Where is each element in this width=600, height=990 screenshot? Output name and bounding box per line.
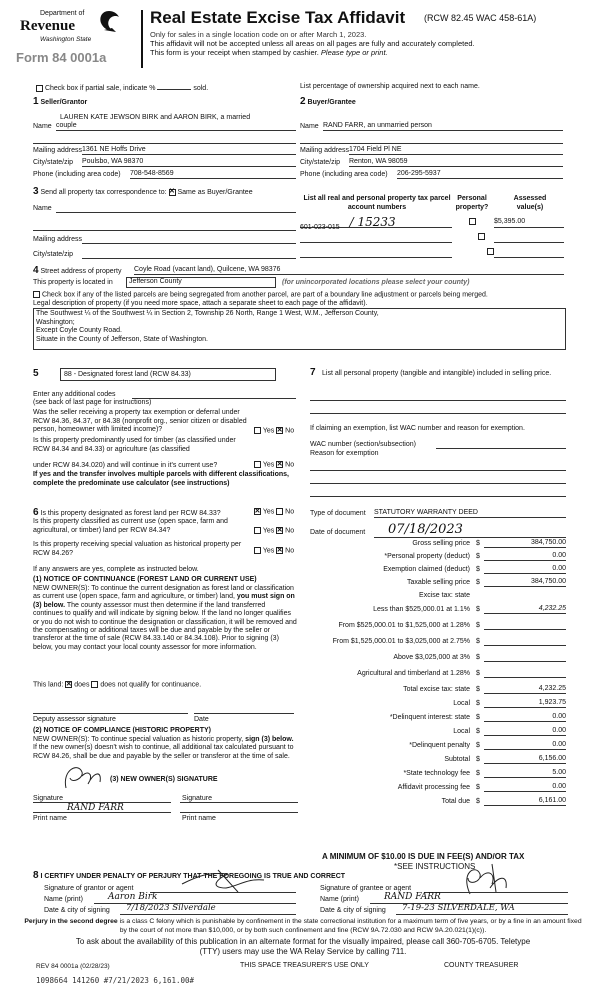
tax-line-value[interactable]: 6,161.00 — [484, 797, 566, 806]
sec6-q3-yes[interactable] — [254, 547, 261, 554]
sec5-q2b: under RCW 84.34.020) and will continue in it's current use? — [33, 462, 218, 469]
header-sub1: Only for sales in a single location code on or after March 1, 2023. — [150, 30, 367, 39]
new-owner-print-name: RAND FARR — [67, 803, 124, 813]
buyer-heading — [300, 96, 356, 107]
personal-property-checkbox-2[interactable] — [478, 233, 485, 240]
tax-line-label: Total excise tax: state — [403, 686, 470, 693]
segregated-label: Check box if any of the listed parcels are being segregated from another parcel, are part of a boundary line adjustment or parcels being merged. — [41, 291, 488, 299]
new-owner-print-field[interactable] — [33, 803, 171, 813]
sec5-q1-yes[interactable] — [254, 427, 261, 434]
tax-line-label: *Delinquent interest: state — [389, 714, 470, 721]
sec6-q2-yes[interactable] — [254, 527, 261, 534]
sec3-city-label: City/state/zip — [33, 251, 74, 258]
personal-property-checkbox-1[interactable] — [469, 218, 476, 225]
buyer-city-value: Renton, WA 98059 — [349, 158, 408, 165]
land-use-select[interactable] — [60, 368, 276, 381]
new-owner-signature-label: Signature — [33, 795, 63, 802]
tax-line-value[interactable]: 0.00 — [484, 565, 566, 574]
sec3-name-field-2[interactable] — [33, 222, 296, 231]
notice1-title: (1) NOTICE OF CONTINUANCE (FOREST LAND OR CURRENT USE) — [33, 576, 257, 583]
deputy-signature-field[interactable] — [33, 704, 188, 714]
tax-line-dollar: $ — [476, 798, 480, 805]
sec3-heading — [33, 186, 253, 197]
tax-line-value[interactable]: 1,923.75 — [484, 699, 566, 708]
notice2-title: (2) NOTICE OF COMPLIANCE (HISTORIC PROPERTY) — [33, 727, 211, 734]
doc-type-value: STATUTORY WARRANTY DEED — [374, 509, 478, 516]
doc-type-label: Type of document — [310, 510, 366, 517]
form-rcw: (RCW 82.45 WAC 458-61A) — [424, 13, 537, 23]
perjury-text: is a class C felony which is punishable by confinement in the state correctional institution for a maximum term of five years, or by a fine in an amount fixed by the court of not more than $10,000, or by both such confinement and fine (RCW 9A.72.030 and RCW 9A.20.021(1)(c)). — [119, 918, 582, 934]
seller-label: Seller/Grantor — [40, 99, 88, 106]
dept-line2: Revenue — [20, 18, 75, 34]
parcel-number: 601-023-015 — [300, 224, 340, 231]
tax-line-label: Taxable selling price — [406, 579, 470, 586]
header-sub3a: This form is your receipt when stamped by cashier. — [150, 48, 319, 57]
tax-line-dollar: $ — [476, 714, 480, 721]
tax-line-value[interactable]: 4,232.25 — [484, 605, 566, 614]
grantee-date-value: 7-19-23 SILVERDALE, WA — [402, 903, 515, 913]
tax-line-value[interactable]: 0.00 — [484, 713, 566, 722]
tax-line-label: Above $3,025,000 at 3% — [393, 654, 470, 661]
sec6-q3-no[interactable] — [276, 547, 283, 554]
reason-field-1[interactable] — [310, 462, 566, 471]
tax-line-dollar: $ — [476, 670, 480, 677]
deputy-date-field[interactable] — [194, 704, 294, 714]
tax-line-value[interactable]: 384,750.00 — [484, 539, 566, 548]
seller-phone-value: 708-548-8569 — [130, 170, 174, 177]
tax-line-dollar: $ — [476, 686, 480, 693]
land-does-label: This land: — [33, 681, 64, 689]
sec6-q1: Is this property designated as forest land per RCW 84.33? — [40, 510, 221, 517]
buyer-mailing-value: 1704 Field Pl NE — [349, 146, 402, 153]
assessed-value-2[interactable] — [494, 233, 564, 243]
partial-sale-row — [36, 83, 208, 92]
seller-num: 1 — [33, 96, 39, 107]
buyer-mailing-label: Mailing address — [300, 147, 350, 154]
sec5-q2-answers — [254, 461, 294, 468]
sec5-q1-no[interactable] — [276, 427, 283, 434]
doc-type-field[interactable] — [374, 509, 566, 518]
sec3-name-field[interactable] — [56, 204, 296, 213]
land-qualify-row — [33, 681, 201, 688]
form-title: Real Estate Excise Tax Affidavit — [150, 8, 406, 27]
sec7-text: List all personal property (tangible and intangible) included in selling price. — [322, 370, 552, 377]
does-not-qualify-checkbox[interactable] — [91, 681, 98, 688]
availability-line2: (TTY) users may use the WA Relay Service by calling 711. — [199, 947, 407, 956]
parcel-row-2[interactable] — [300, 233, 452, 243]
tax-line-dollar: $ — [476, 728, 480, 735]
tax-line-label: Local — [453, 700, 470, 707]
sec6-q3-answers — [254, 547, 294, 554]
dept-line3: Washington State — [40, 36, 92, 43]
tax-line-dollar: $ — [476, 540, 480, 547]
tax-line-dollar: $ — [476, 553, 480, 560]
tax-line-dollar: $ — [476, 579, 480, 586]
sec6-q2-answers — [254, 527, 294, 534]
notice1-text — [33, 585, 297, 652]
county-select[interactable] — [126, 277, 276, 288]
grantor-date-field[interactable] — [120, 903, 296, 915]
sec4-street-value: Coyle Road (vacant land), Quilcene, WA 98376 — [134, 266, 281, 273]
sig3-title: (3) NEW OWNER(S) SIGNATURE — [110, 776, 218, 783]
legal-line3: Except Coyle County Road. — [36, 327, 122, 334]
sec6-q3-yes-label: Yes — [262, 547, 275, 555]
doc-date-value: 07/18/2023 — [388, 522, 463, 537]
tax-line-dollar: $ — [476, 756, 480, 763]
grantee-name-value: RAND FARR — [384, 892, 441, 902]
tax-line-value[interactable]: 0.00 — [484, 727, 566, 736]
parcel-row-3[interactable] — [300, 248, 452, 258]
does-qualify-checkbox[interactable] — [65, 681, 72, 688]
sec6-q3: Is this property receiving special valuation as historical property per RCW 84.26? — [33, 541, 242, 557]
seller-name-line2: couple — [56, 122, 77, 129]
dor-logo-icon — [98, 10, 120, 34]
parcels-header-personal: Personal property? — [455, 195, 489, 211]
parcels-header-list: List all real and personal property tax parcel account numbers — [303, 195, 451, 211]
seller-mailing-field[interactable] — [82, 146, 296, 155]
tax-line-label: Exemption claimed (deduct) — [383, 566, 470, 573]
tax-line-value[interactable]: 0.00 — [484, 552, 566, 561]
sec6-if-yes: If any answers are yes, complete as instructed below. — [33, 566, 199, 573]
tax-line-label: *State technology fee — [403, 770, 470, 777]
availability-line1: To ask about the availability of this publication in an alternate format for the visually impaired, please call 360-705-6705. Teletype — [75, 937, 531, 946]
sec3-mailing-field[interactable] — [82, 235, 296, 244]
sec5-num: 5 — [33, 368, 39, 379]
sec5-q1: Was the seller receiving a property tax exemption or deferral under RCW 84.36, 84.37, or 84.38 (nonprofit org., senior citizen or disabled person, homeowner with limited income)? — [33, 409, 247, 433]
partial-sale-sold: sold. — [193, 85, 209, 92]
seller-name-field[interactable] — [56, 122, 296, 131]
buyer-name-field[interactable] — [323, 122, 563, 131]
sec6-q1-row — [33, 507, 221, 518]
recording-stamp: 1098664 141260 #7/21/2023 6,161.00# — [36, 976, 195, 985]
county-treasurer: COUNTY TREASURER — [444, 962, 519, 969]
seller-name-field-2[interactable] — [33, 135, 296, 144]
buyer-name-label: Name — [300, 123, 319, 130]
tax-line-value[interactable]: 5.00 — [484, 769, 566, 778]
grantee-sig-label: Signature of grantee or agent — [320, 885, 412, 892]
dept-line1: Department of — [40, 10, 85, 17]
seller-phone-label: Phone (including area code) — [33, 171, 121, 178]
grantor-sig-label: Signature of grantor or agent — [44, 885, 134, 892]
buyer-mailing-field[interactable] — [349, 146, 563, 155]
tax-line-label: Gross selling price — [412, 540, 470, 547]
grantor-date-value: 7/18/2023 Silverdale — [126, 903, 216, 913]
land-use-value: 88 - Designated forest land (RCW 84.33) — [64, 371, 191, 378]
grantee-signature-field[interactable] — [424, 884, 568, 893]
tax-lines — [300, 540, 566, 845]
personal-property-checkbox-3[interactable] — [487, 248, 494, 255]
grantee-name-label: Name (print) — [320, 896, 359, 903]
buyer-city-field[interactable] — [349, 158, 563, 167]
sec4-street-row — [33, 265, 121, 276]
tax-line-label: From $525,000.01 to $1,525,000 at 1.28% — [338, 622, 470, 629]
segregated-checkbox[interactable] — [33, 291, 40, 298]
notice2-b: sign (3) below. — [245, 736, 294, 743]
codes-note: (see back of last page for instructions) — [33, 399, 152, 406]
does-label: does — [74, 681, 90, 689]
sec5-q2a: Is this property predominantly used for timber (as classified under RCW 84.34 and 84.33) or agriculture (as classified — [33, 437, 236, 453]
tax-line-value[interactable]: 6,156.00 — [484, 755, 566, 764]
personal-property-field-2[interactable] — [310, 405, 566, 414]
partial-sale-label: Check box if partial sale, indicate % — [44, 85, 156, 92]
reason-field-2[interactable] — [310, 475, 566, 484]
tax-line-value[interactable] — [484, 653, 566, 662]
buyer-name-value: RAND FARR, an unmarried person — [323, 122, 432, 129]
segregated-row — [33, 291, 488, 298]
tax-line-dollar: $ — [476, 622, 480, 629]
tax-line-label: *Delinquent penalty — [409, 742, 470, 749]
tax-line-label: Subtotal — [444, 756, 470, 763]
tax-line-label: Affidavit processing fee — [397, 784, 470, 791]
sec4-street-field[interactable] — [134, 266, 564, 275]
rev-number: REV 84 0001a (02/28/23) — [36, 963, 110, 970]
tax-line-dollar: $ — [476, 784, 480, 791]
legal-line4: Situate in the County of Jefferson, State of Washington. — [36, 335, 208, 343]
buyer-phone-value: 206-295-5937 — [397, 170, 441, 177]
reason-label: Reason for exemption — [310, 450, 379, 457]
sec6-q2-no[interactable] — [276, 527, 283, 534]
deputy-date-label: Date — [194, 716, 209, 723]
tax-line-dollar: $ — [476, 742, 480, 749]
header-sub3 — [150, 48, 388, 57]
legal-description-field[interactable] — [33, 308, 566, 350]
county-value: Jefferson County — [129, 278, 182, 285]
grantor-name-value: Aaron Birk — [108, 892, 158, 902]
sec6-q2: Is this property classified as current use (open space, farm and agricultural, or timber) land per RCW 84.34? — [33, 518, 228, 534]
header-sub3b: Please type or print. — [320, 48, 388, 57]
new-owner-signature-drawing — [60, 760, 110, 794]
buyer-num: 2 — [300, 96, 306, 107]
grantor-date-label: Date & city of signing — [44, 907, 110, 914]
wac-field[interactable] — [436, 440, 566, 449]
seller-mailing-label: Mailing address — [33, 147, 83, 154]
parcel-row-1[interactable] — [300, 215, 452, 231]
sec6-q2-no-label: No — [285, 527, 295, 535]
sec5-q1-no-label: No — [285, 427, 295, 435]
grantor-name-label: Name (print) — [44, 896, 83, 903]
sec5-multi: If yes and the transfer involves multiple parcels with different classifications, complete the predominate use calculator (see instructions) — [33, 471, 289, 487]
sec5-q1-answers — [254, 427, 294, 434]
tax-line-dollar: $ — [476, 566, 480, 573]
codes-label: Enter any additional codes — [33, 391, 116, 398]
tax-line-label: Local — [453, 728, 470, 735]
same-as-buyer-label: Same as Buyer/Grantee — [177, 189, 253, 196]
tax-line-label: *Personal property (deduct) — [384, 553, 470, 560]
doc-date-label: Date of document — [310, 529, 366, 536]
tax-line-value[interactable]: 0.00 — [484, 741, 566, 750]
tax-line-value[interactable] — [484, 669, 566, 678]
partial-sale-checkbox[interactable] — [36, 85, 43, 92]
treasurer-use: THIS SPACE TREASURER'S USE ONLY — [240, 962, 369, 969]
notice1-a: NEW OWNER(S): To continue the current designation as forest land or classification as current use (open space, farm and agriculture, or timber) land, — [33, 585, 294, 601]
sec3-num: 3 — [33, 186, 39, 197]
sec8-num: 8 — [33, 870, 39, 881]
tax-line-value[interactable] — [484, 621, 566, 630]
sec6-num: 6 — [33, 507, 39, 518]
header — [10, 8, 590, 70]
codes-field[interactable] — [132, 390, 296, 399]
same-as-buyer-checkbox[interactable] — [169, 189, 176, 196]
seller-phone-field[interactable] — [130, 170, 296, 179]
see-instructions: *SEE INSTRUCTIONS — [394, 862, 476, 871]
form-number: Form 84 0001a — [16, 50, 107, 65]
seller-heading — [33, 96, 87, 107]
tax-line-label: Excise tax: state — [419, 592, 470, 599]
tax-line-value[interactable]: 384,750.00 — [484, 578, 566, 587]
buyer-label: Buyer/Grantee — [307, 99, 356, 106]
sec3-text: Send all property tax correspondence to: — [40, 189, 167, 196]
sec6-q1-no[interactable] — [276, 508, 283, 515]
sec5-q2-yes-label: Yes — [262, 461, 275, 469]
header-divider — [141, 10, 143, 68]
buyer-name-field-2[interactable] — [300, 135, 563, 144]
tax-line-label: Total due — [441, 798, 470, 805]
tax-line-dollar: $ — [476, 638, 480, 645]
new-owner-signature-label-2: Signature — [182, 795, 212, 802]
sec3-name-label: Name — [33, 205, 52, 212]
buyer-phone-label: Phone (including area code) — [300, 171, 388, 178]
tax-line-dollar: $ — [476, 700, 480, 707]
seller-name-label: Name — [33, 123, 52, 130]
seller-city-value: Poulsbo, WA 98370 — [82, 158, 144, 165]
notice1-b: you must sign on (3) below. — [33, 593, 295, 609]
perjury-notice — [20, 918, 586, 935]
exemption-note: If claiming an exemption, list WAC number and reason for exemption. — [310, 425, 525, 432]
new-owner-print-field-2[interactable] — [180, 803, 298, 813]
notice2-a: NEW OWNER(S): To continue special valuation as historic property, — [33, 736, 244, 743]
assessed-value-text: $5,395.00 — [494, 218, 526, 225]
tax-line-value[interactable] — [484, 637, 566, 646]
legal-line2: Washington; — [36, 318, 75, 326]
tax-line-label: From $1,525,000.01 to $3,025,000 at 2.75% — [332, 638, 470, 645]
buyer-city-label: City/state/zip — [300, 159, 341, 166]
tax-line-label: Less than $525,000.01 at 1.1% — [373, 606, 470, 613]
tax-line-dollar: $ — [476, 606, 480, 613]
ownership-note: List percentage of ownership acquired next to each name. — [300, 83, 480, 90]
grantee-date-label: Date & city of signing — [320, 907, 386, 914]
sec4-located-label: This property is located in — [33, 279, 113, 286]
sec3-mailing-label: Mailing address — [33, 236, 83, 243]
grantee-date-field[interactable] — [396, 903, 568, 915]
buyer-phone-field[interactable] — [397, 170, 563, 179]
assessed-value-1[interactable] — [494, 218, 564, 228]
seller-city-field[interactable] — [82, 158, 296, 167]
sec5-q1-yes-label: Yes — [262, 427, 275, 435]
sec5-q2-no-label: No — [285, 461, 295, 469]
minimum-fee-note: A MINIMUM OF $10.00 IS DUE IN FEE(S) AND/OR TAX — [322, 852, 525, 861]
sec4-street-label: Street address of property — [40, 268, 122, 275]
partial-sale-percent-field[interactable] — [157, 83, 191, 90]
sec8-certify: I CERTIFY UNDER PENALTY OF PERJURY THAT THE FOREGOING IS TRUE AND CORRECT — [40, 873, 346, 880]
notice2-text — [33, 736, 297, 761]
new-owner-print-label-2: Print name — [182, 815, 216, 822]
wac-label: WAC number (section/subsection) — [310, 441, 416, 448]
legal-line1: The Southwest ¼ of the Southwest ¼ in Section 2, Township 26 North, Range 1 West, W.M., Jefferson County, — [36, 310, 379, 317]
tax-line-value[interactable]: 4,232.25 — [484, 685, 566, 694]
sec4-num: 4 — [33, 265, 39, 276]
personal-property-field-1[interactable] — [310, 392, 566, 401]
sec6-q1-yes-label: Yes — [262, 508, 275, 516]
tax-line-value[interactable]: 0.00 — [484, 783, 566, 792]
tax-line-dollar: $ — [476, 654, 480, 661]
deputy-label: Deputy assessor signature — [33, 716, 116, 723]
sec6-q3-no-label: No — [285, 547, 295, 555]
seller-name-line1: LAUREN KATE JEWSON BIRK and AARON BIRK, a married — [60, 114, 251, 121]
tax-line-dollar: $ — [476, 770, 480, 777]
parcel-handwritten: / 15233 — [349, 215, 396, 229]
sec3-city-field[interactable] — [82, 250, 296, 259]
doc-date-field[interactable] — [374, 522, 566, 538]
assessed-value-3[interactable] — [494, 248, 564, 258]
grantor-signature-field[interactable] — [150, 884, 296, 893]
notice2-c: If the new owner(s) doesn't wish to continue, all additional tax calculated pursuant to RCW 84.26, shall be due and payable by the seller or transferor at the time of sale. — [33, 744, 294, 760]
sec6-q2-yes-label: Yes — [262, 527, 275, 535]
header-sub2: This affidavit will not be accepted unless all areas on all pages are fully and accurately completed. — [150, 39, 475, 48]
sec5-q2-yes[interactable] — [254, 461, 261, 468]
reason-field-3[interactable] — [310, 488, 566, 497]
tax-line-label: Agricultural and timberland at 1.28% — [357, 670, 470, 677]
sec6-q1-yes[interactable] — [254, 508, 261, 515]
dor-logo — [18, 10, 138, 54]
seller-city-label: City/state/zip — [33, 159, 74, 166]
does-not-label: does not qualify for continuance. — [100, 681, 202, 689]
unincorporated-note: (for unincorporated locations please select your county) — [282, 279, 470, 286]
sec7-num: 7 — [310, 367, 316, 378]
new-owner-print-label: Print name — [33, 815, 67, 822]
seller-mailing-value: 1361 NE Hoffs Drive — [82, 146, 146, 153]
notice1-c: The county assessor must then determine if the land transferred continues to qualify and will indicate by signing below. If the land no longer qualifies or you do not wish to continue the designation or classification, it will be removed and the compensating or additional taxes will be due and payable by the seller or transferor at the time of sale (RCW 84.33.140 or 84.34.108). Prior to signing (3) below, you may contact your local county assessor for more information. — [33, 601, 297, 651]
perjury-bold: Perjury in the second degree — [24, 918, 118, 925]
legal-label: Legal description of property (if you need more space, attach a separate sheet to each page of the affidavit). — [33, 300, 368, 307]
parcels-header-assessed: Assessed value(s) — [513, 195, 547, 211]
sec6-q1-no-label: No — [285, 508, 295, 516]
sec6-q1-answers — [254, 508, 294, 515]
sec5-q2-no[interactable] — [276, 461, 283, 468]
